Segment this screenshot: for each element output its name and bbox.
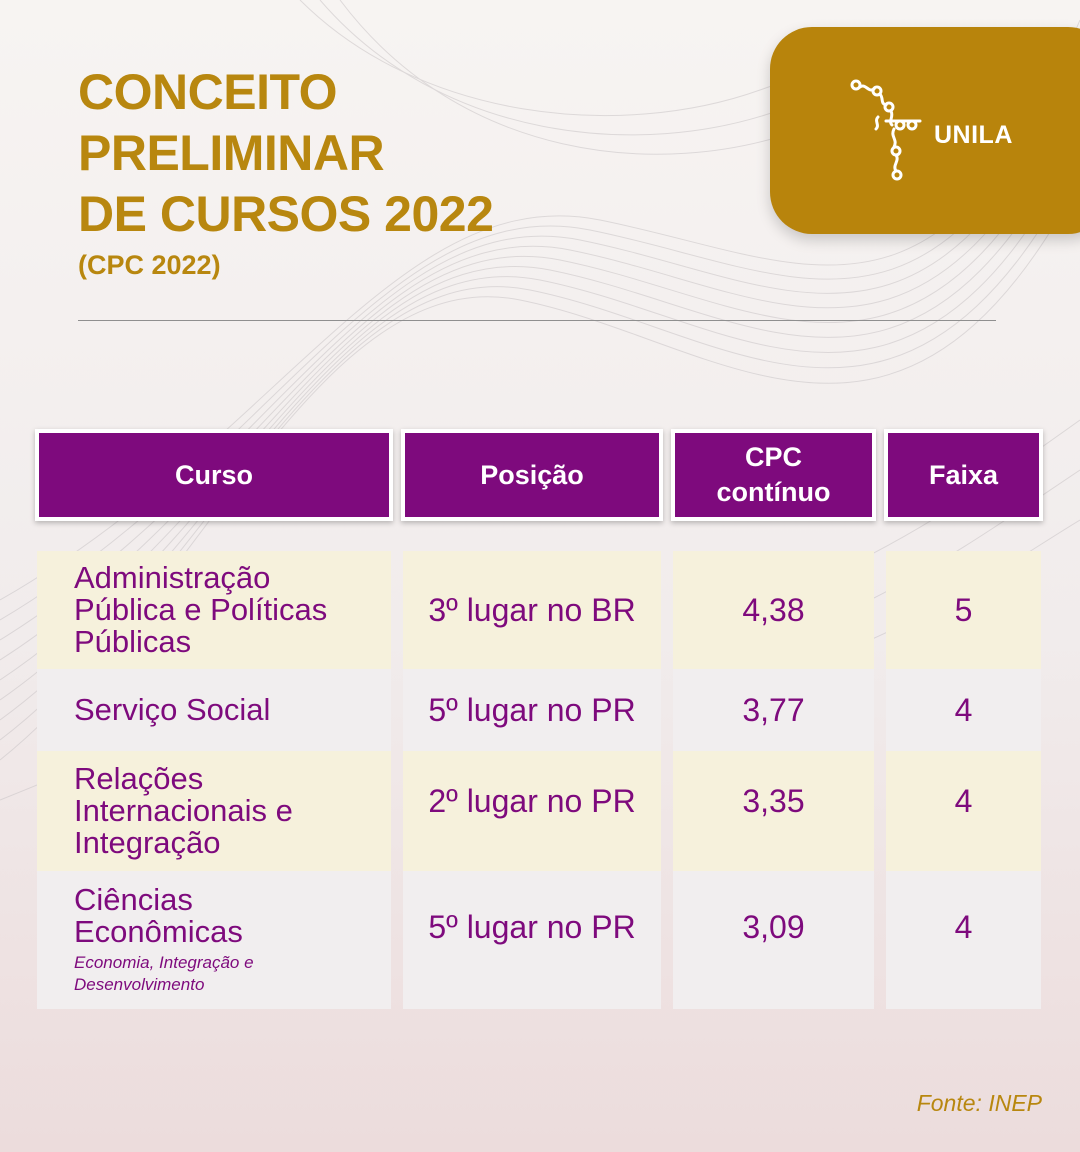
course-name-line: Serviço Social	[74, 692, 271, 727]
row-fill	[673, 851, 874, 871]
faixa-cell: 4	[886, 751, 1041, 851]
course-name-line: Internacionais e	[74, 793, 293, 828]
header-cpc-line: contínuo	[716, 477, 831, 507]
course-name-line: Integração	[74, 825, 221, 860]
faixa-cell: 4	[886, 871, 1041, 983]
title-line: PRELIMINAR	[78, 125, 385, 181]
row-fill	[673, 983, 874, 1009]
title-line: DE CURSOS 2022	[78, 186, 494, 242]
course-name-line: Ciências	[74, 882, 193, 917]
cpc-cell: 3,09	[673, 871, 874, 983]
position-cell: 5º lugar no PR	[403, 669, 661, 751]
faixa-cell: 5	[886, 551, 1041, 669]
header-curso: Curso	[35, 429, 393, 521]
source-note: Fonte: INEP	[916, 1090, 1042, 1116]
course-name-line: Administração	[74, 560, 271, 595]
cpc-cell: 3,35	[673, 751, 874, 851]
course-cell	[37, 669, 391, 751]
title-divider	[78, 320, 996, 321]
page-title	[78, 62, 493, 245]
row-fill	[886, 983, 1041, 1009]
title-line: CONCEITO	[78, 64, 337, 120]
header-posicao: Posição	[401, 429, 663, 521]
cpc-cell: 3,77	[673, 669, 874, 751]
page-subtitle: (CPC 2022)	[78, 250, 221, 280]
course-subtitle-line: Economia, Integração e	[74, 953, 254, 972]
course-subtitle-line: Desenvolvimento	[74, 975, 205, 994]
logo-text: UNILA	[934, 121, 1013, 149]
position-cell: 5º lugar no PR	[403, 871, 661, 983]
course-cell	[37, 871, 391, 1009]
cpc-cell: 4,38	[673, 551, 874, 669]
position-cell: 3º lugar no BR	[403, 551, 661, 669]
header-faixa: Faixa	[884, 429, 1043, 521]
course-name-line: Econômicas	[74, 914, 243, 949]
row-fill	[403, 983, 661, 1009]
course-name-line: Pública e Políticas	[74, 592, 328, 627]
course-cell	[37, 751, 391, 871]
faixa-cell: 4	[886, 669, 1041, 751]
position-cell: 2º lugar no PR	[403, 751, 661, 851]
course-cell	[37, 551, 391, 669]
header-cpc-continuo	[671, 429, 876, 521]
course-name-line: Relações	[74, 761, 204, 796]
row-fill	[886, 851, 1041, 871]
course-name-line: Públicas	[74, 624, 192, 659]
header-cpc-line: CPC	[744, 442, 802, 472]
row-fill	[403, 851, 661, 871]
unila-map-logo-icon	[850, 77, 930, 181]
unila-logo-badge	[770, 27, 1080, 234]
